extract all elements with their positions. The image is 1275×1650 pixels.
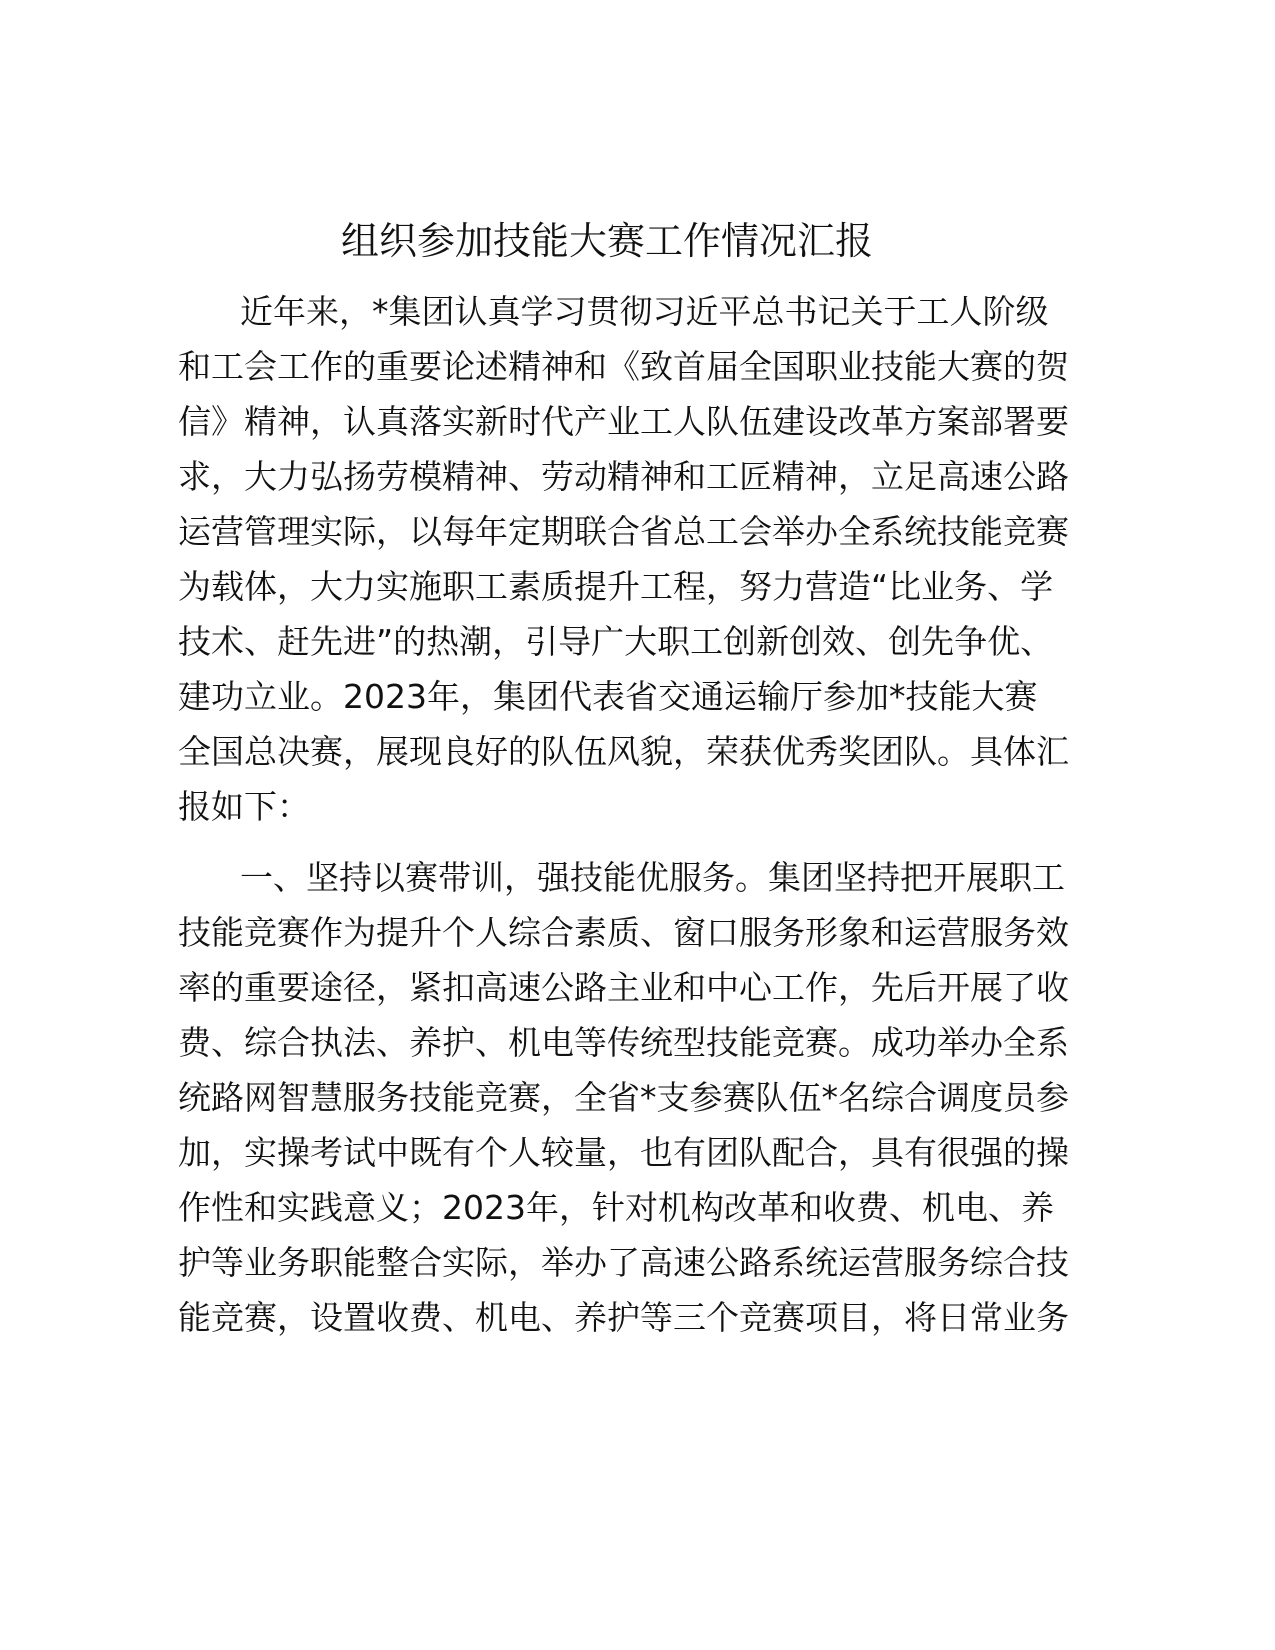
text-line: 技能竞赛作为提升个人综合素质、窗口服务形象和运营服务效 xyxy=(178,913,1069,952)
text-line: 建功立业。2023年，集团代表省交通运输厅参加*技能大赛 xyxy=(178,677,1038,716)
text-line: 报如下： xyxy=(178,787,310,826)
text-line: 和工会工作的重要论述精神和《致首届全国职业技能大赛的贺 xyxy=(178,347,1069,386)
text-line: 全国总决赛，展现良好的队伍风貌，荣获优秀奖团队。具体汇 xyxy=(178,732,1069,771)
text-line: 统路网智慧服务技能竞赛，全省*支参赛队伍*名综合调度员参 xyxy=(178,1078,1069,1117)
text-line: 信》精神，认真落实新时代产业工人队伍建设改革方案部署要 xyxy=(178,402,1069,441)
text-line: 能竞赛，设置收费、机电、养护等三个竞赛项目，将日常业务 xyxy=(178,1298,1069,1337)
document-title: 组织参加技能大赛工作情况汇报 xyxy=(340,219,873,263)
text-line: 加，实操考试中既有个人较量，也有团队配合，具有很强的操 xyxy=(178,1133,1069,1172)
text-line: 为载体，大力实施职工素质提升工程，努力营造“比业务、学 xyxy=(178,567,1054,606)
text-line: 率的重要途径，紧扣高速公路主业和中心工作，先后开展了收 xyxy=(178,968,1069,1007)
text-line: 一、坚持以赛带训，强技能优服务。集团坚持把开展职工 xyxy=(240,858,1065,897)
text-line: 技术、赶先进”的热潮，引导广大职工创新创效、创先争优、 xyxy=(178,622,1054,661)
text-line: 运营管理实际，以每年定期联合省总工会举办全系统技能竞赛 xyxy=(178,512,1069,551)
paragraph-intro xyxy=(178,284,1069,834)
paragraph-section-1 xyxy=(178,850,1069,1345)
text-line: 费、综合执法、养护、机电等传统型技能竞赛。成功举办全系 xyxy=(178,1023,1069,1062)
text-line: 求，大力弘扬劳模精神、劳动精神和工匠精神，立足高速公路 xyxy=(178,457,1069,496)
text-line: 护等业务职能整合实际，举办了高速公路系统运营服务综合技 xyxy=(178,1243,1069,1282)
text-line: 作性和实践意义；2023年，针对机构改革和收费、机电、养 xyxy=(178,1188,1054,1227)
text-line: 近年来，*集团认真学习贯彻习近平总书记关于工人阶级 xyxy=(240,292,1049,331)
